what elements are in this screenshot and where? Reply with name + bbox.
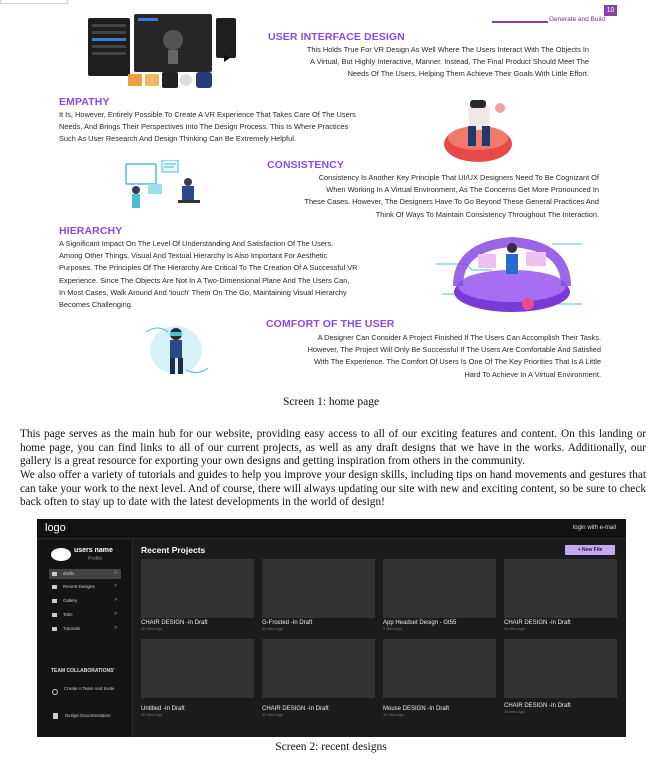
avatar[interactable] xyxy=(51,548,71,561)
section-body-hierarchy xyxy=(59,238,419,311)
vr-ring-illustration xyxy=(432,224,592,324)
corner-frame xyxy=(0,0,68,4)
project-card[interactable] xyxy=(141,639,254,717)
sidebar xyxy=(37,540,133,737)
project-card[interactable] xyxy=(262,639,375,717)
section-title-empathy: EMPATHY xyxy=(59,96,110,108)
design-documentation-link[interactable] xyxy=(51,713,131,723)
recent-designs-icon xyxy=(52,585,57,589)
chevron-right-icon: > xyxy=(114,583,117,589)
chevron-right-icon: > xyxy=(114,570,117,576)
tutorials-icon xyxy=(52,627,57,631)
sidebar-item-drafts[interactable] xyxy=(49,569,121,579)
project-card[interactable] xyxy=(383,559,496,631)
section-title-consistency: CONSISTENCY xyxy=(267,159,344,171)
body-line: Hard To Achieve In A Virtual Environment. xyxy=(464,369,601,379)
project-thumbnail[interactable] xyxy=(262,559,375,618)
project-thumbnail[interactable] xyxy=(141,559,254,618)
create-team-button[interactable] xyxy=(51,686,123,700)
project-time: 40 Mins Ago xyxy=(383,713,404,717)
vr-person-illustration xyxy=(438,88,518,166)
project-name: CHAIR DESIGN -In Draft xyxy=(141,620,208,626)
body-line: In Most Cases, Walk Around And 'touch' Them On The Go, Maintaining Visual Hierarchy xyxy=(59,287,347,297)
body-line: With The Experience. The Comfort Of Users Is One Of The Key Priorities That Is A Little xyxy=(314,357,601,367)
logo[interactable]: logo xyxy=(45,522,66,534)
body-line: Such As User Research And Design Thinking Can Be Extremely Helpful. xyxy=(59,134,296,144)
project-time: 40 Mins Ago xyxy=(262,713,283,717)
description-paragraph-2: We also offer a variety of tutorials and guides to help you improve your design skills, including tips on hand movements and gestures that can take your work to the next level. And of course, there will always updating our site with new and exciting content, so be sure to check back often to stay up to date with the latest developments in the world of design! xyxy=(20,469,646,508)
sidebar-item-label: drafts xyxy=(63,571,75,576)
project-card[interactable] xyxy=(141,559,254,631)
project-name: CHAIR DESIGN -In Draft xyxy=(504,620,571,626)
consistency-illustration xyxy=(118,160,218,212)
header-rule xyxy=(492,21,548,23)
project-card[interactable] xyxy=(504,559,617,631)
sidebar-item-label: Tutorials xyxy=(63,626,81,631)
caption-screen-2: Screen 2: recent designs xyxy=(275,741,387,753)
section-title-ui-design: USER INTERFACE DESIGN xyxy=(268,31,405,43)
page-number: 10 xyxy=(604,5,617,16)
sidebar-item-recent-designs[interactable] xyxy=(49,582,121,592)
project-thumbnail[interactable] xyxy=(504,559,617,618)
project-name: CHAIR DESIGN -In Draft xyxy=(262,706,329,712)
project-time: 5 Mins Ago xyxy=(383,627,402,631)
tabs-icon xyxy=(52,613,57,617)
sidebar-item-label: Gallery xyxy=(63,598,78,603)
project-name: Untitled -In Draft xyxy=(141,706,185,712)
section-body-empathy xyxy=(59,109,419,146)
section-body-consistency xyxy=(250,172,599,221)
project-thumbnail[interactable] xyxy=(504,639,617,698)
gallery-icon xyxy=(52,599,57,603)
ui-design-illustration xyxy=(88,14,238,94)
body-line: Consistency Is Another Key Principle That UI/UX Designers Need To Be Cognizant Of xyxy=(318,173,599,182)
project-name: Mouse DESIGN -In Draft xyxy=(383,706,450,712)
new-file-button[interactable]: + New File xyxy=(565,545,615,555)
project-name: CHAIR DESIGN -In Draft xyxy=(504,703,571,709)
project-thumbnail[interactable] xyxy=(383,639,496,698)
body-line: Among Other Things, Visual And Textual Hierarchy Is Also Important For Aesthetic xyxy=(59,251,328,261)
team-collaborations-title: TEAM COLLABORATIONS' xyxy=(51,668,115,674)
top-bar xyxy=(37,519,626,539)
body-line: Needs Of The Users, Helping Them Achieve Their Goals With Little Effort. xyxy=(347,69,589,79)
body-line: A Virtual, But Highly Interactive, Manner. Instead, The Final Product Should Meet The xyxy=(310,57,589,67)
recent-projects-heading: Recent Projects xyxy=(141,545,206,555)
chevron-right-icon: > xyxy=(114,597,117,603)
description-paragraph-1: This page serves as the main hub for our website, providing easy access to all of our exciting features and content. On this landing or home page, you can find links to all of our current projects, as well as any draft designs that we have in the works. Additionally, our gallery is a great resource for exporting your own designs and getting inspiration from others in the community. xyxy=(20,428,646,467)
body-line: These Cases. However, The Designers Have To Go Beyond These General Practices And xyxy=(304,197,599,207)
body-line: Needs, And Brings Their Perspectives Into The Design Process. This Is Where Practices xyxy=(59,122,349,132)
drafts-icon xyxy=(52,572,57,576)
project-time: 40 Mins Ago xyxy=(262,627,283,631)
user-name: users name xyxy=(74,547,113,554)
project-time: 40 Mins Ago xyxy=(504,710,525,714)
project-name: App Headset Design - Gt55 xyxy=(383,620,457,626)
chevron-right-icon: > xyxy=(114,611,117,617)
sidebar-item-label: Tabs xyxy=(63,612,73,617)
section-body-ui-design xyxy=(250,44,589,81)
sidebar-item-label: Recent Designs xyxy=(63,584,95,589)
caption-screen-1: Screen 1: home page xyxy=(282,396,380,408)
section-title-hierarchy: HIERARCHY xyxy=(59,225,123,237)
vr-comfort-illustration xyxy=(140,314,214,384)
profile-link[interactable]: Profile xyxy=(88,556,103,562)
recent-designs-screenshot xyxy=(37,519,626,737)
body-line: A Designer Can Consider A Project Finished If The Users Can Accomplish Their Tasks. xyxy=(317,333,601,342)
design-documentation-label: Design Documentation xyxy=(65,713,111,718)
sidebar-item-tutorials[interactable] xyxy=(49,624,121,634)
project-thumbnail[interactable] xyxy=(383,559,496,618)
section-title-comfort: COMFORT OF THE USER xyxy=(266,318,395,330)
project-thumbnail[interactable] xyxy=(262,639,375,698)
sidebar-item-tabs[interactable] xyxy=(49,610,121,620)
login-link[interactable]: login with e-mail xyxy=(572,525,616,531)
body-line: Experience. Since The Objects Are Not In A Two-Dimensional Plane And The Users Can, xyxy=(59,275,350,285)
body-line: This Holds True For VR Design As Well Where The Users Interact With The Objects In xyxy=(306,45,589,54)
body-line: Think Of Ways To Maintain Consistency Throughout The Interaction. xyxy=(375,209,599,219)
project-card[interactable] xyxy=(504,639,617,714)
body-line: A Significant Impact On The Level Of Understanding And Satisfaction Of The Users. xyxy=(59,239,334,248)
project-time: 40 Mins Ago xyxy=(141,713,162,717)
body-line: When Working In A Virtual Environment, As The Concerns Get More Pronounced In xyxy=(326,185,599,195)
project-time: 40 Mins Ago xyxy=(141,627,162,631)
document-icon xyxy=(53,713,58,719)
section-body-comfort xyxy=(248,332,601,381)
body-line: Becomes Challenging. xyxy=(59,300,133,310)
body-line: It Is, However, Entirely Possible To Create A VR Experience That Takes Care Of The Users xyxy=(59,110,356,119)
sidebar-item-gallery[interactable] xyxy=(49,596,121,606)
project-card[interactable] xyxy=(262,559,375,631)
body-line: However, The Project Will Only Be Successful If The Users Are Comfortable And Satisfied xyxy=(307,345,601,355)
project-time: 40 Mins Ago xyxy=(504,627,525,631)
header-text: Generate and Build xyxy=(549,16,606,23)
add-team-icon xyxy=(52,689,58,695)
chevron-right-icon: > xyxy=(114,625,117,631)
body-line: Purposes. The Principles Of The Hierarchy Are Critical To The Creation Of A Successful VR xyxy=(59,263,358,273)
project-name: G-Frosted -In Draft xyxy=(262,620,313,626)
create-team-label: Create A Team And Invite xyxy=(64,686,115,691)
project-thumbnail[interactable] xyxy=(141,639,254,698)
project-card[interactable] xyxy=(383,639,496,717)
